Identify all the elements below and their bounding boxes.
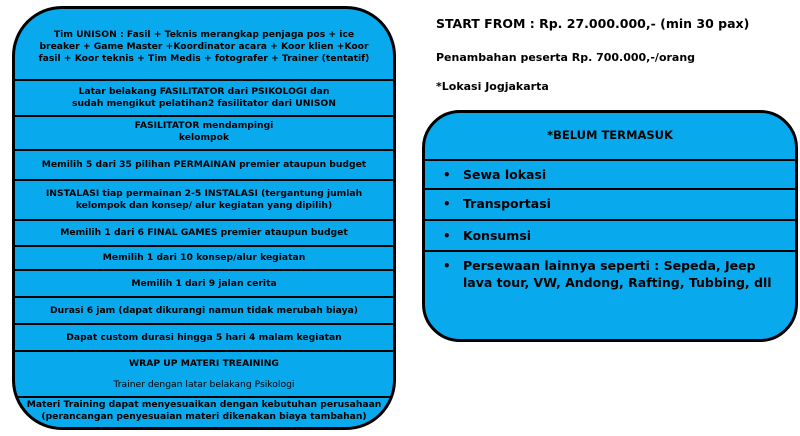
- not-included-title: *BELUM TERMASUK: [425, 113, 795, 161]
- list-item-final-games: [15, 221, 393, 247]
- extra-participant-price: Penambahan peserta Rp. 700.000,-/orang: [436, 51, 696, 64]
- list-item-line: kelompok: [178, 132, 230, 143]
- list-item-text: lava tour, VW, Andong, Rafting, Tubbing, dll: [463, 275, 772, 290]
- list-item-line: INSTALASI tiap permainan 2-5 INSTALASI (tergantung jumlah: [45, 188, 363, 199]
- bullet-icon: •: [443, 197, 451, 211]
- list-item-transport: [425, 190, 795, 221]
- list-item-line: fasil + Koor teknis + Tim Medis + fotografer + Trainer (tentatif): [38, 53, 370, 64]
- list-item-line: (perancangan penyesuaian materi dikenakan biaya tambahan): [41, 411, 367, 422]
- list-item-line: Tim UNISON : Fasil + Teknis merangkap penjaga pos + ice: [53, 29, 355, 40]
- list-item-duration: [15, 298, 393, 325]
- list-item-installation: [15, 181, 393, 221]
- list-item-text: Transportasi: [463, 196, 551, 211]
- not-included-card: [422, 110, 798, 342]
- list-item-line: FASILITATOR mendampingi: [134, 120, 274, 131]
- list-item-location-rent: [425, 161, 795, 190]
- list-item-line: Memilih 1 dari 10 konsep/alur kegiatan: [102, 252, 306, 263]
- list-item-consumption: [425, 221, 795, 252]
- list-item-text: Persewaan lainnya seperti : Sepeda, Jeep: [463, 258, 756, 273]
- list-item-line: Memilih 1 dari 9 jalan cerita: [131, 277, 277, 289]
- list-item-text: Konsumsi: [463, 228, 532, 243]
- list-item-story: [15, 271, 393, 298]
- list-item-line: Materi Training dapat menyesuaikan dengan kebutuhan perusahaan: [26, 399, 382, 410]
- list-item-training-material: [15, 398, 393, 430]
- list-item-team: [15, 9, 393, 81]
- list-item-line: breaker + Game Master +Koordinator acara + Koor klien +Koor: [39, 41, 369, 52]
- list-item-line: Memilih 1 dari 6 FINAL GAMES premier ataupun budget: [60, 227, 348, 238]
- bullet-icon: •: [443, 168, 451, 182]
- list-item-facilitator-assist: [15, 117, 393, 151]
- list-item-line: Durasi 6 jam (dapat dikurangi namun tidak merubah biaya): [50, 304, 358, 316]
- bullet-icon: •: [443, 259, 451, 273]
- list-item-other-rentals: [425, 252, 795, 342]
- start-price: START FROM : Rp. 27.000.000,- (min 30 pax): [436, 16, 750, 31]
- list-item-line: WRAP UP MATERI TREAINING: [129, 357, 279, 369]
- list-item-text: Sewa lokasi: [463, 167, 547, 182]
- package-includes-card: [12, 6, 396, 430]
- bullet-icon: •: [443, 229, 451, 243]
- list-item-line: sudah mengikut pelatihan2 fasilitator dari UNISON: [72, 98, 336, 109]
- list-item-custom-duration: [15, 325, 393, 352]
- list-item-line: Latar belakang FASILITATOR dari PSIKOLOGI dan: [78, 86, 330, 97]
- list-item-line: kelompok dan konsep/ alur kegiatan yang dipilih): [75, 200, 333, 211]
- list-item-wrap-up: [15, 352, 393, 398]
- list-item-games: [15, 151, 393, 181]
- list-item-facilitator-background: [15, 81, 393, 117]
- location-note: *Lokasi Jogjakarta: [436, 80, 549, 93]
- list-item-line: Dapat custom durasi hingga 5 hari 4 malam kegiatan: [66, 331, 342, 343]
- list-item-line: Memilih 5 dari 35 pilihan PERMAINAN premier ataupun budget: [41, 159, 367, 170]
- list-item-concept: [15, 247, 393, 271]
- list-item-line: Trainer dengan latar belakang Psikologi: [113, 378, 295, 390]
